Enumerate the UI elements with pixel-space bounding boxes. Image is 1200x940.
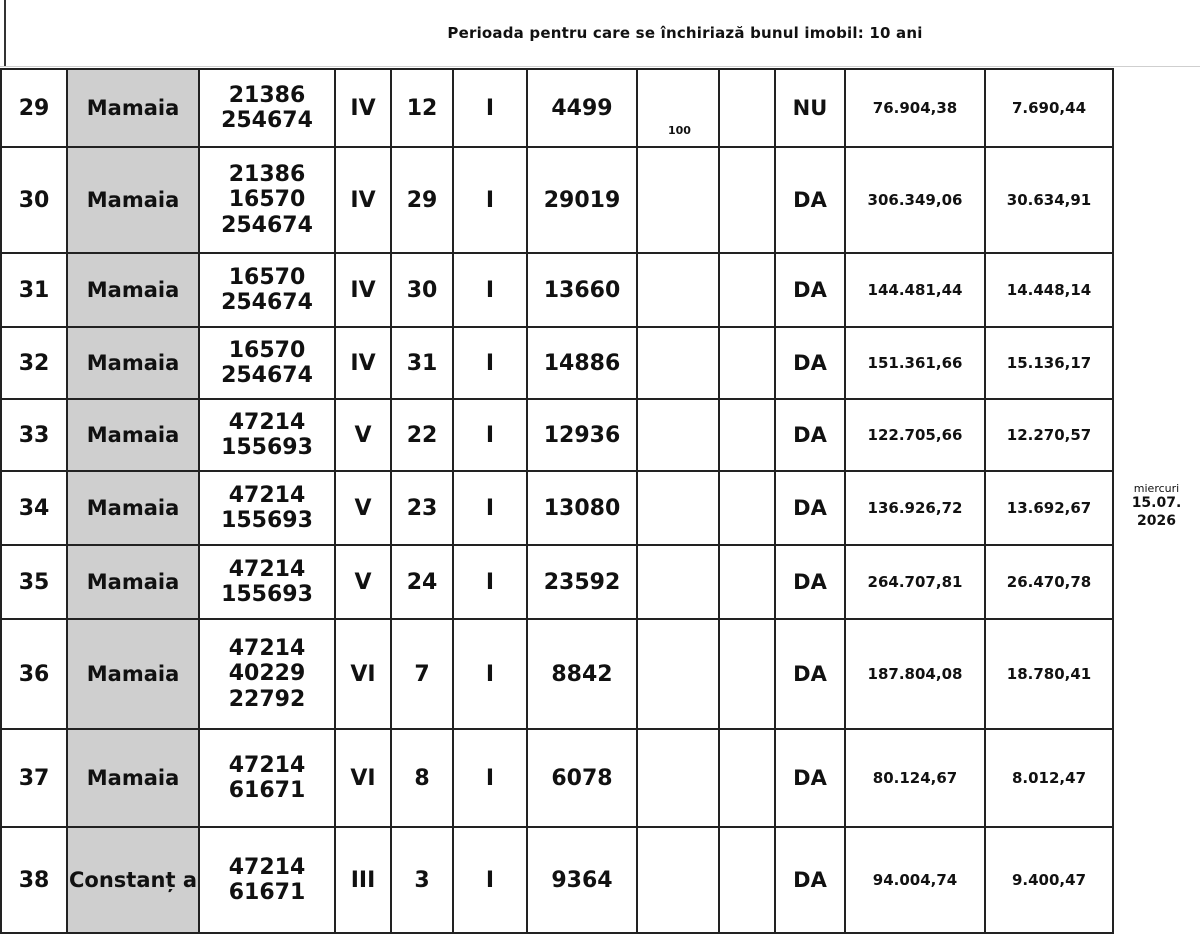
flag-cell: DA xyxy=(775,619,845,729)
location-cell: Mamaia xyxy=(67,69,199,147)
lease-table xyxy=(0,68,1199,934)
cadastral-number: 61671 xyxy=(228,778,306,803)
value-cell: 144.481,44 xyxy=(845,253,985,327)
cadastral-cell xyxy=(199,729,335,827)
location-cell: Mamaia xyxy=(67,147,199,253)
row-number: 38 xyxy=(1,827,67,933)
row-number: 32 xyxy=(1,327,67,399)
class-cell: I xyxy=(453,147,527,253)
cadastral-number: 61671 xyxy=(228,880,306,905)
location-cell: Mamaia xyxy=(67,729,199,827)
extra-cell xyxy=(637,545,719,619)
sector-cell: IV xyxy=(335,69,391,147)
class-cell: I xyxy=(453,729,527,827)
table-row xyxy=(1,69,1199,147)
cadastral-cell xyxy=(199,69,335,147)
extra-cell xyxy=(637,471,719,545)
cadastral-number: 254674 xyxy=(221,108,313,133)
cadastral-number: 254674 xyxy=(221,363,313,388)
empty-cell xyxy=(719,253,775,327)
sector-cell: V xyxy=(335,471,391,545)
flag-cell: DA xyxy=(775,545,845,619)
extra-cell xyxy=(637,253,719,327)
value-cell: 306.349,06 xyxy=(845,147,985,253)
value-cell: 264.707,81 xyxy=(845,545,985,619)
class-cell: I xyxy=(453,619,527,729)
location-cell: Mamaia xyxy=(67,253,199,327)
area-cell: 12936 xyxy=(527,399,637,471)
area-cell: 13080 xyxy=(527,471,637,545)
cadastral-number: 47214 xyxy=(228,636,306,662)
cadastral-cell xyxy=(199,147,335,253)
cadastral-number: 47214 xyxy=(228,482,306,508)
sector-cell: III xyxy=(335,827,391,933)
extra-cell xyxy=(637,69,719,147)
row-number: 36 xyxy=(1,619,67,729)
fee-cell: 30.634,91 xyxy=(985,147,1113,253)
parcel-cell: 24 xyxy=(391,545,453,619)
cadastral-cell xyxy=(199,327,335,399)
flag-cell: NU xyxy=(775,69,845,147)
table-row xyxy=(1,327,1199,399)
class-cell: I xyxy=(453,471,527,545)
fee-cell: 9.400,47 xyxy=(985,827,1113,933)
class-cell: I xyxy=(453,827,527,933)
row-number: 30 xyxy=(1,147,67,253)
extra-cell xyxy=(637,729,719,827)
flag-cell: DA xyxy=(775,327,845,399)
cadastral-number: 16570 xyxy=(228,337,306,363)
cadastral-number: 47214 xyxy=(228,556,306,582)
area-cell: 14886 xyxy=(527,327,637,399)
row-number: 33 xyxy=(1,399,67,471)
fee-cell: 12.270,57 xyxy=(985,399,1113,471)
table-row xyxy=(1,471,1199,545)
cadastral-number: 21386 xyxy=(228,82,306,108)
cadastral-cell xyxy=(199,545,335,619)
sector-cell: VI xyxy=(335,729,391,827)
class-cell: I xyxy=(453,69,527,147)
location-cell: Constanț a xyxy=(67,827,199,933)
flag-cell: DA xyxy=(775,399,845,471)
parcel-cell: 22 xyxy=(391,399,453,471)
location-cell: Mamaia xyxy=(67,327,199,399)
lease-period-title: Perioada pentru care se închiriază bunul imobil: 10 ani xyxy=(447,24,923,42)
extra-cell xyxy=(637,327,719,399)
value-cell: 94.004,74 xyxy=(845,827,985,933)
cadastral-number: 16570 xyxy=(228,264,306,290)
extra-cell xyxy=(637,619,719,729)
extra-value: 100 xyxy=(668,124,691,137)
row-number: 35 xyxy=(1,545,67,619)
fee-cell: 18.780,41 xyxy=(985,619,1113,729)
auction-date-day: 15.07. xyxy=(1131,495,1182,512)
class-cell: I xyxy=(453,399,527,471)
fee-cell: 7.690,44 xyxy=(985,69,1113,147)
cadastral-number: 47214 xyxy=(228,752,306,778)
row-number: 37 xyxy=(1,729,67,827)
sector-cell: V xyxy=(335,399,391,471)
empty-cell xyxy=(719,471,775,545)
cadastral-number: 47214 xyxy=(228,854,306,880)
flag-cell: DA xyxy=(775,147,845,253)
location-cell: Mamaia xyxy=(67,545,199,619)
empty-cell xyxy=(719,399,775,471)
extra-cell xyxy=(637,827,719,933)
value-cell: 136.926,72 xyxy=(845,471,985,545)
cadastral-number: 47214 xyxy=(228,409,306,435)
empty-cell xyxy=(719,147,775,253)
flag-cell: DA xyxy=(775,827,845,933)
parcel-cell: 31 xyxy=(391,327,453,399)
value-cell: 122.705,66 xyxy=(845,399,985,471)
value-cell: 80.124,67 xyxy=(845,729,985,827)
empty-cell xyxy=(719,69,775,147)
area-cell: 13660 xyxy=(527,253,637,327)
cadastral-number: 254674 xyxy=(221,212,313,238)
area-cell: 29019 xyxy=(527,147,637,253)
cadastral-cell xyxy=(199,253,335,327)
class-cell: I xyxy=(453,545,527,619)
sector-cell: IV xyxy=(335,327,391,399)
extra-cell xyxy=(637,399,719,471)
class-cell: I xyxy=(453,253,527,327)
parcel-cell: 7 xyxy=(391,619,453,729)
fee-cell: 14.448,14 xyxy=(985,253,1113,327)
value-cell: 76.904,38 xyxy=(845,69,985,147)
location-cell: Mamaia xyxy=(67,399,199,471)
cadastral-number: 16570 xyxy=(228,187,306,213)
cadastral-number: 254674 xyxy=(221,290,313,315)
location-cell: Mamaia xyxy=(67,471,199,545)
cadastral-number: 155693 xyxy=(221,582,313,607)
table-row xyxy=(1,545,1199,619)
table-row xyxy=(1,729,1199,827)
parcel-cell: 29 xyxy=(391,147,453,253)
cadastral-cell xyxy=(199,619,335,729)
sector-cell: VI xyxy=(335,619,391,729)
sector-cell: V xyxy=(335,545,391,619)
flag-cell: DA xyxy=(775,471,845,545)
cadastral-number: 22792 xyxy=(228,686,306,712)
area-cell: 9364 xyxy=(527,827,637,933)
row-number: 31 xyxy=(1,253,67,327)
auction-date-year: 2026 xyxy=(1137,512,1176,529)
parcel-cell: 23 xyxy=(391,471,453,545)
table-row xyxy=(1,827,1199,933)
auction-weekday: miercuri xyxy=(1133,481,1180,495)
value-cell: 187.804,08 xyxy=(845,619,985,729)
table-row xyxy=(1,253,1199,327)
empty-cell xyxy=(719,327,775,399)
flag-cell: DA xyxy=(775,729,845,827)
value-cell: 151.361,66 xyxy=(845,327,985,399)
fee-cell: 8.012,47 xyxy=(985,729,1113,827)
empty-cell xyxy=(719,729,775,827)
row-number: 34 xyxy=(1,471,67,545)
fee-cell: 15.136,17 xyxy=(985,327,1113,399)
sector-cell: IV xyxy=(335,253,391,327)
area-cell: 8842 xyxy=(527,619,637,729)
row-number: 29 xyxy=(1,69,67,147)
flag-cell: DA xyxy=(775,253,845,327)
area-cell: 6078 xyxy=(527,729,637,827)
cadastral-number: 21386 xyxy=(228,162,306,188)
area-cell: 4499 xyxy=(527,69,637,147)
parcel-cell: 30 xyxy=(391,253,453,327)
parcel-cell: 3 xyxy=(391,827,453,933)
parcel-cell: 12 xyxy=(391,69,453,147)
empty-cell xyxy=(719,827,775,933)
cadastral-number: 40229 xyxy=(228,661,306,687)
empty-cell xyxy=(719,619,775,729)
area-cell: 23592 xyxy=(527,545,637,619)
table-row xyxy=(1,147,1199,253)
sector-cell: IV xyxy=(335,147,391,253)
page-header xyxy=(0,0,1200,67)
cadastral-cell xyxy=(199,827,335,933)
extra-cell xyxy=(637,147,719,253)
empty-cell xyxy=(719,545,775,619)
cadastral-cell xyxy=(199,471,335,545)
class-cell: I xyxy=(453,327,527,399)
fee-cell: 26.470,78 xyxy=(985,545,1113,619)
cadastral-number: 155693 xyxy=(221,435,313,460)
table-row xyxy=(1,619,1199,729)
parcel-cell: 8 xyxy=(391,729,453,827)
auction-date-cell xyxy=(1113,69,1199,933)
location-cell: Mamaia xyxy=(67,619,199,729)
cadastral-cell xyxy=(199,399,335,471)
fee-cell: 13.692,67 xyxy=(985,471,1113,545)
table-row xyxy=(1,399,1199,471)
cadastral-number: 155693 xyxy=(221,508,313,533)
